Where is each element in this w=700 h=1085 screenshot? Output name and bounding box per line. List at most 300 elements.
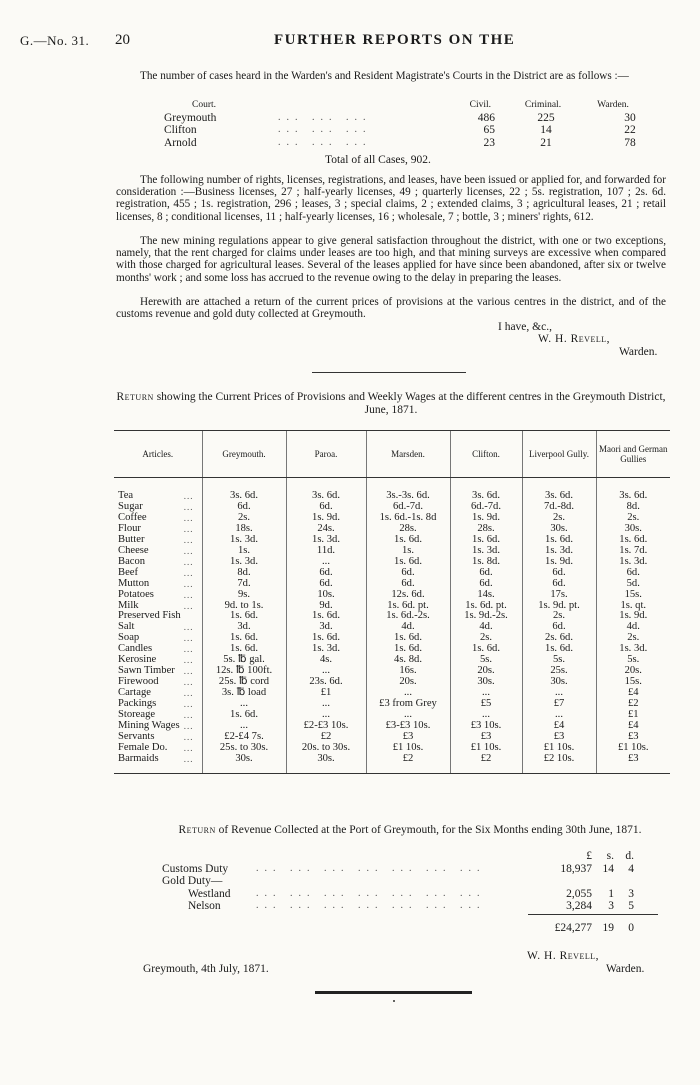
price-cell: 7d. xyxy=(202,579,286,590)
price-cell: 1s. xyxy=(202,546,286,557)
article-name: Female Do. xyxy=(118,741,168,753)
price-cell: 1s. 6d. pt. xyxy=(366,601,450,612)
price-cell: 9d. xyxy=(286,601,366,612)
price-cell: 1s. 6d. xyxy=(286,633,366,644)
revenue-row xyxy=(160,900,660,913)
price-row xyxy=(114,590,670,601)
price-cell: £7 xyxy=(522,699,596,710)
price-cell: 20s. xyxy=(366,677,450,688)
price-cell: ... xyxy=(286,699,366,710)
column-header: Articles. xyxy=(114,431,202,478)
price-cell: 1s. 6d.-1s. 8d xyxy=(366,513,450,524)
running-title: FURTHER REPORTS ON THE xyxy=(274,32,516,48)
price-cell: 1s. 6d. xyxy=(202,633,286,644)
price-cell: 5d. xyxy=(596,579,670,590)
price-cell: ... xyxy=(286,557,366,568)
article-name: Salt xyxy=(118,621,135,633)
price-cell: 30s. xyxy=(596,524,670,535)
signoff-role: Warden. xyxy=(619,346,658,358)
article-name: Milk xyxy=(118,599,139,611)
total-rule xyxy=(528,914,658,915)
price-cell: ... xyxy=(522,688,596,699)
page-number: 20 xyxy=(115,32,130,48)
leader-dots: ... xyxy=(183,753,194,764)
revenue-pounds: 18,937 xyxy=(560,862,592,875)
price-row xyxy=(114,568,670,579)
price-cell: 1s. 9d. xyxy=(450,513,522,524)
leader-dots: ... xyxy=(183,501,194,512)
price-cell: 1s. 3d. xyxy=(450,546,522,557)
price-cell: £3 10s. xyxy=(450,721,522,732)
price-row xyxy=(114,754,670,773)
cases-total: Total of all Cases, 902. xyxy=(325,154,431,166)
article-cell xyxy=(114,590,202,601)
price-cell: 15s. xyxy=(596,677,670,688)
price-cell: 3d. xyxy=(202,622,286,633)
footer-role: Warden. xyxy=(606,963,645,975)
price-row xyxy=(114,732,670,743)
price-cell: 9d. to 1s. xyxy=(202,601,286,612)
column-header: Clifton. xyxy=(450,431,522,478)
article-name: Sawn Timber xyxy=(118,665,175,677)
header-court: Court. xyxy=(192,100,217,110)
price-row xyxy=(114,535,670,546)
price-cell: 1s. 7d. xyxy=(596,546,670,557)
footer-name: W. H. Revell, xyxy=(527,950,599,962)
price-cell: 1s. 8d. xyxy=(450,557,522,568)
price-cell: 6d. xyxy=(366,568,450,579)
leader-dots: ... xyxy=(183,491,194,501)
article-name: Coffee xyxy=(118,511,147,523)
price-cell: 30s. xyxy=(522,677,596,688)
price-cell: ... xyxy=(366,688,450,699)
price-cell: £2 xyxy=(286,732,366,743)
revenue-row xyxy=(160,888,660,901)
price-cell: 18s. xyxy=(202,524,286,535)
article-name: Storeage xyxy=(118,709,156,721)
price-cell: 4d. xyxy=(596,622,670,633)
price-cell: 5s. xyxy=(522,655,596,666)
revenue-title-text: of Revenue Collected at the Port of Greymouth, for the Six Months ending 30th June, 1871. xyxy=(215,824,642,836)
leader-dots: ... xyxy=(183,523,194,534)
revenue-label: Gold Duty— xyxy=(162,875,223,888)
return-word: Return xyxy=(116,391,154,403)
price-cell: 1s. 6d. xyxy=(202,611,286,622)
leader-dots: ... xyxy=(183,600,194,611)
article-name: Soap xyxy=(118,632,140,644)
column-header: Paroa. xyxy=(286,431,366,478)
price-cell: 1s. 9d. xyxy=(286,513,366,524)
price-cell: 6d. xyxy=(202,502,286,513)
article-name: Packings xyxy=(118,698,157,710)
revenue-total xyxy=(160,922,660,935)
criminal-count: 21 xyxy=(540,136,552,149)
price-cell: 30s. xyxy=(286,754,366,773)
court-name: Clifton xyxy=(164,124,197,136)
price-cell: £2 10s. xyxy=(522,754,596,773)
leader-dots: ... xyxy=(183,644,194,655)
price-cell: 4s. 8d. xyxy=(366,655,450,666)
article-name: Tea xyxy=(118,490,134,501)
page-header xyxy=(0,33,700,53)
article-label-wrap xyxy=(118,590,202,601)
currency-header-row xyxy=(160,850,660,863)
revenue-pence: 4 xyxy=(628,862,634,875)
court-row xyxy=(160,124,660,137)
price-cell: £4 xyxy=(522,721,596,732)
return-word: Return xyxy=(178,824,216,836)
price-cell: £2-£3 10s. xyxy=(286,721,366,732)
article-label-wrap xyxy=(118,568,202,579)
end-rule xyxy=(315,991,472,994)
courts-header-row xyxy=(160,99,660,112)
price-cell: 3s. 6d. xyxy=(596,478,670,502)
price-cell: 6d. xyxy=(596,568,670,579)
price-cell: 1s. 6d. xyxy=(366,644,450,655)
civil-count: 65 xyxy=(483,124,495,136)
warden-count: 22 xyxy=(624,124,636,136)
end-dot xyxy=(393,1000,395,1002)
column-header: Marsden. xyxy=(366,431,450,478)
leader-dots: ... xyxy=(183,710,194,721)
price-cell: 9s. xyxy=(202,590,286,601)
price-cell: £2 xyxy=(596,699,670,710)
price-cell: 1s. qt. xyxy=(596,601,670,612)
price-cell: £3-£3 10s. xyxy=(366,721,450,732)
leader-dots: ... xyxy=(183,556,194,567)
price-cell: 2s. xyxy=(522,513,596,524)
leader-dots: ... xyxy=(183,589,194,600)
price-cell: 1s. 6d. xyxy=(366,633,450,644)
article-name: Beef xyxy=(118,566,138,578)
price-cell: 6d.-7d. xyxy=(450,502,522,513)
price-cell: 1s. xyxy=(366,546,450,557)
price-cell: 2s. 6d. xyxy=(522,633,596,644)
price-row xyxy=(114,721,670,732)
price-cell: 24s. xyxy=(286,524,366,535)
article-name: Cheese xyxy=(118,544,149,556)
revenue-shillings: 3 xyxy=(608,900,614,913)
price-cell: 1s. 6d. xyxy=(202,644,286,655)
price-cell: 2s. xyxy=(596,513,670,524)
leader-dots: ... ... ... xyxy=(278,136,372,148)
price-cell: 3s.-3s. 6d. xyxy=(366,478,450,502)
price-cell: £3 xyxy=(596,754,670,773)
total-shillings: 19 xyxy=(602,922,614,934)
price-cell: 11d. xyxy=(286,546,366,557)
warden-count: 78 xyxy=(624,136,636,149)
price-cell: 7d.-8d. xyxy=(522,502,596,513)
price-row xyxy=(114,557,670,568)
price-cell: 1s. 3d. xyxy=(596,557,670,568)
court-row xyxy=(160,112,660,125)
price-row xyxy=(114,622,670,633)
price-cell: 1s. 9d. xyxy=(596,611,670,622)
price-cell: 30s. xyxy=(522,524,596,535)
price-cell: £5 xyxy=(450,699,522,710)
column-header: Greymouth. xyxy=(202,431,286,478)
article-name: Sugar xyxy=(118,500,143,512)
price-cell: 1s. 6d. xyxy=(596,535,670,546)
leader-dots: ... xyxy=(183,567,194,578)
price-cell: £2-£4 7s. xyxy=(202,732,286,743)
price-cell: 2s. xyxy=(202,513,286,524)
price-cell: 25s. xyxy=(522,666,596,677)
price-cell: 17s. xyxy=(522,590,596,601)
column-header: Liverpool Gully. xyxy=(522,431,596,478)
price-cell: 28s. xyxy=(450,524,522,535)
revenue-label: Nelson xyxy=(188,900,221,913)
criminal-count: 225 xyxy=(537,111,555,124)
price-cell: 1s. 6d. xyxy=(450,535,522,546)
leader-dots: ... xyxy=(183,534,194,545)
article-name: Flour xyxy=(118,522,141,534)
price-cell: 3s. 6d. xyxy=(286,478,366,502)
price-cell: 20s. xyxy=(596,666,670,677)
revenue-row xyxy=(160,875,660,888)
price-cell: £3 xyxy=(522,732,596,743)
revenue-shillings: 14 xyxy=(602,862,614,875)
courts-table xyxy=(160,99,660,149)
price-cell: 1s. 6d. xyxy=(450,644,522,655)
leader-dots: ... xyxy=(183,731,194,742)
price-cell: 6d. xyxy=(286,502,366,513)
price-cell: 1s. 3d. xyxy=(286,535,366,546)
civil-count: 23 xyxy=(483,136,495,149)
price-cell: 16s. xyxy=(366,666,450,677)
price-cell: 2s. xyxy=(596,633,670,644)
revenue-pounds: 3,284 xyxy=(566,900,592,913)
leader-dots: ... xyxy=(183,699,194,710)
article-name: Preserved Fish xyxy=(118,610,181,622)
price-cell: 4d. xyxy=(366,622,450,633)
price-cell: 1s. 6d. pt. xyxy=(450,601,522,612)
price-cell: ... xyxy=(202,699,286,710)
price-cell: 12s. 6d. xyxy=(366,590,450,601)
price-row xyxy=(114,655,670,666)
leader-dots: ... ... ... ... ... ... ... xyxy=(256,862,486,874)
price-cell: 5s. ℔ gal. xyxy=(202,655,286,666)
leader-dots: ... xyxy=(183,677,194,688)
price-cell: ... xyxy=(450,688,522,699)
price-cell: 28s. xyxy=(366,524,450,535)
price-cell: 6d. xyxy=(286,568,366,579)
prices-title-text: showing the Current Prices of Provisions and Weekly Wages at the different centres in the Greymouth District, June, 1871. xyxy=(153,391,666,416)
article-label-wrap xyxy=(118,754,202,765)
signoff-name: W. H. Revell, xyxy=(538,333,610,345)
price-cell: £1 10s. xyxy=(522,743,596,754)
price-row xyxy=(114,524,670,535)
leader-dots: ... xyxy=(183,655,194,666)
revenue-total-row xyxy=(160,922,660,935)
court-row xyxy=(160,137,660,150)
price-row xyxy=(114,743,670,754)
total-pounds: £24,277 xyxy=(554,922,592,934)
price-row xyxy=(114,611,670,622)
price-cell: £3 from Grey xyxy=(366,699,450,710)
pounds-header: £ xyxy=(586,850,592,862)
price-cell: 8d. xyxy=(596,502,670,513)
article-name: Servants xyxy=(118,730,155,742)
prices-header-row xyxy=(114,431,670,478)
price-cell: 1s. 3d. xyxy=(286,644,366,655)
price-cell: 20s. xyxy=(450,666,522,677)
licenses-paragraph: The following number of rights, licenses, registrations, and leases, have been issued or applied for, and forwarded for consideration :—Business licenses, 27 ; half-yearly licenses, 49 ; quarterly licenses, 22 ; 5s. registration, 107 ; 2s. 6d. registration, 455 ; 1s. registration, 296 ; leases, 3 ; special claims, 2 ; extended claims, 3 ; agricultural leases, 21 ; retail licenses, 8 ; conditional licenses, 11 ; half-yearly licenses, 16 ; wholesale, 7 ; bottle, 3 ; miners' rights, 612. xyxy=(116,174,666,223)
pence-header: d. xyxy=(625,850,634,862)
civil-count: 486 xyxy=(477,111,495,124)
price-cell: 30s. xyxy=(202,754,286,773)
price-cell: 6d. xyxy=(522,568,596,579)
article-name: Candles xyxy=(118,643,153,655)
price-cell: ... xyxy=(286,710,366,721)
leader-dots: ... xyxy=(183,622,194,633)
header-warden: Warden. xyxy=(597,100,629,110)
article-label-wrap xyxy=(118,579,202,590)
revenue-pence: 5 xyxy=(628,900,634,913)
price-cell: 1s. 6d. xyxy=(522,535,596,546)
price-cell: 6d. xyxy=(522,579,596,590)
price-cell: 8d. xyxy=(202,568,286,579)
leader-dots: ... xyxy=(183,578,194,589)
price-cell: 3s. ℔ load xyxy=(202,688,286,699)
revenue-title xyxy=(150,824,670,837)
warden-count: 30 xyxy=(624,111,636,124)
leader-dots: ... ... ... ... ... ... ... xyxy=(256,887,486,899)
price-cell: 1s. 6d. xyxy=(286,611,366,622)
price-cell: 4d. xyxy=(450,622,522,633)
article-name: Butter xyxy=(118,533,145,545)
price-row xyxy=(114,666,670,677)
header-criminal: Criminal. xyxy=(524,100,562,110)
attachments-paragraph: Herewith are attached a return of the current prices of provisions at the various centres in the district, and of the customs revenue and gold duty collected at Greymouth. xyxy=(116,296,666,321)
price-cell: 3s. 6d. xyxy=(522,478,596,502)
price-cell: 20s. to 30s. xyxy=(286,743,366,754)
revenue-table xyxy=(160,850,660,913)
price-cell: 6d. xyxy=(450,579,522,590)
price-cell: 1s. 6d. xyxy=(366,535,450,546)
revenue-label: Customs Duty xyxy=(162,862,229,875)
price-row xyxy=(114,513,670,524)
total-pence: 0 xyxy=(628,922,634,934)
price-cell: £3 xyxy=(366,732,450,743)
revenue-pounds: 2,055 xyxy=(566,887,592,900)
section-divider xyxy=(312,372,466,373)
price-cell: 6d. xyxy=(522,622,596,633)
article-cell xyxy=(114,478,202,502)
article-name: Firewood xyxy=(118,676,159,688)
price-row xyxy=(114,478,670,502)
price-cell: 5s. xyxy=(450,655,522,666)
price-cell: ... xyxy=(450,710,522,721)
leader-dots: ... ... ... ... ... ... ... xyxy=(256,900,486,912)
price-cell: 14s. xyxy=(450,590,522,601)
price-cell: ... xyxy=(202,721,286,732)
price-cell: 6d. xyxy=(450,568,522,579)
price-cell: £3 xyxy=(450,732,522,743)
price-cell: £4 xyxy=(596,688,670,699)
price-cell: 1s. 3d. xyxy=(596,644,670,655)
price-cell: 15s. xyxy=(596,590,670,601)
revenue-shillings: 1 xyxy=(608,887,614,900)
header-civil: Civil. xyxy=(469,100,491,110)
criminal-count: 14 xyxy=(540,124,552,136)
price-cell: £1 xyxy=(596,710,670,721)
price-cell: 1s. 9d. xyxy=(522,557,596,568)
article-cell xyxy=(114,754,202,773)
price-cell: 25s. ℔ cord xyxy=(202,677,286,688)
price-row xyxy=(114,633,670,644)
article-cell xyxy=(114,568,202,579)
article-name: Barmaids xyxy=(118,752,159,764)
price-cell: 1s. 9d. pt. xyxy=(522,601,596,612)
regulations-paragraph: The new mining regulations appear to give general satisfaction throughout the district, with one or two exceptions, namely, that the rent charged for claims under leases are too high, and that mining surveys are excessive when compared with those charged for agricultural leases. Several of the leases applied for have since been abandoned, after six or twelve months' work ; and some loss has accrued to the revenue owing to the delay in preparing the leases. xyxy=(116,235,666,284)
intro-paragraph: The number of cases heard in the Warden's and Resident Magistrate's Courts in the District are as follows :— xyxy=(140,70,629,82)
leader-dots: ... xyxy=(183,633,194,644)
price-cell: 12s. ℔ 100ft. xyxy=(202,666,286,677)
price-row xyxy=(114,644,670,655)
price-cell: 3s. 6d. xyxy=(450,478,522,502)
price-cell: 25s. to 30s. xyxy=(202,743,286,754)
price-row xyxy=(114,579,670,590)
price-cell: £1 xyxy=(286,688,366,699)
shillings-header: s. xyxy=(606,850,614,862)
price-cell: 1s. 6d.-2s. xyxy=(366,611,450,622)
price-cell: 6d.-7d. xyxy=(366,502,450,513)
document-reference: G.—No. 31. xyxy=(20,33,90,48)
price-cell: 1s. 3d. xyxy=(202,535,286,546)
price-cell: 1s. 3d. xyxy=(202,557,286,568)
leader-dots: ... xyxy=(183,545,194,556)
revenue-pence: 3 xyxy=(628,887,634,900)
prices-table xyxy=(114,430,670,774)
leader-dots: ... xyxy=(183,742,194,753)
price-cell: ... xyxy=(522,710,596,721)
price-cell: 1s. 6d. xyxy=(522,644,596,655)
signoff-greeting: I have, &c., xyxy=(498,321,552,333)
price-row xyxy=(114,546,670,557)
price-cell: £3 xyxy=(596,732,670,743)
article-name: Mining Wages xyxy=(118,720,180,732)
leader-dots: ... xyxy=(183,666,194,677)
column-header: Maori and German Gullies xyxy=(596,431,670,478)
leader-dots: ... ... ... xyxy=(278,111,372,123)
revenue-label: Westland xyxy=(188,887,231,900)
article-name: Bacon xyxy=(118,555,146,567)
article-name: Kerosine xyxy=(118,654,157,666)
court-name: Greymouth xyxy=(164,111,217,124)
leader-dots: ... ... ... xyxy=(278,124,372,135)
price-cell: 1s. 3d. xyxy=(522,546,596,557)
article-name: Mutton xyxy=(118,577,150,589)
price-cell: 2s. xyxy=(522,611,596,622)
price-cell: ... xyxy=(366,710,450,721)
price-cell: 5s. xyxy=(596,655,670,666)
price-cell: £1 10s. xyxy=(450,743,522,754)
price-cell: 23s. 6d. xyxy=(286,677,366,688)
prices-title xyxy=(116,391,666,416)
price-row xyxy=(114,677,670,688)
price-cell: 3d. xyxy=(286,622,366,633)
price-cell: 1s. 9d.-2s. xyxy=(450,611,522,622)
leader-dots: ... xyxy=(183,721,194,732)
price-cell: £4 xyxy=(596,721,670,732)
price-cell: £2 xyxy=(450,754,522,773)
leader-dots: ... xyxy=(183,688,194,699)
article-name: Potatoes xyxy=(118,588,154,600)
price-cell: 1s. 6d. xyxy=(202,710,286,721)
price-cell: 1s. 6d. xyxy=(366,557,450,568)
price-cell: £1 10s. xyxy=(596,743,670,754)
